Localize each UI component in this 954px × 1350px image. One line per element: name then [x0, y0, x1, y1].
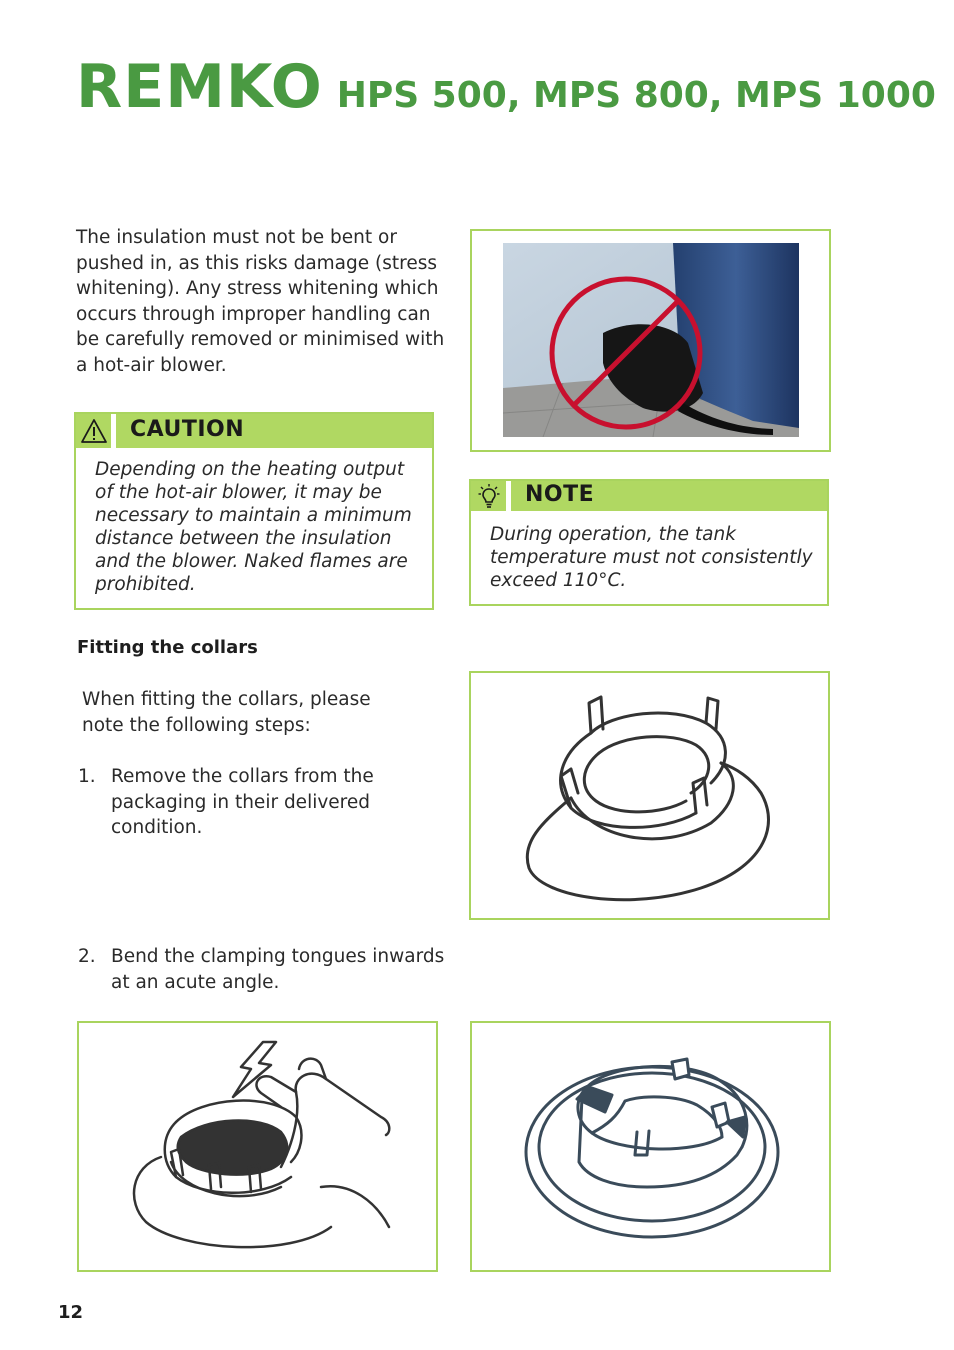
no-stepping-photo-frame: [470, 229, 831, 452]
caution-header: [76, 414, 432, 448]
caution-line: necessary to maintain a minimum: [95, 505, 412, 526]
caution-line: prohibited.: [95, 574, 196, 595]
bent-collar-frame: [470, 1021, 831, 1272]
bent-collar-illustration: [517, 1037, 787, 1257]
intro-paragraph: [76, 225, 446, 379]
intro-line: occurs through improper handling can: [76, 303, 431, 325]
note-line: exceed 110°C.: [490, 570, 627, 591]
caution-line: Depending on the heating output: [95, 459, 405, 480]
lightbulb-icon: [471, 481, 511, 511]
fitting-intro-line: note the following steps:: [82, 714, 311, 736]
caution-line: of the hot-air blower, it may be: [95, 482, 382, 503]
step-line: Remove the collars from the: [111, 766, 374, 787]
model-names: HPS 500, MPS 800, MPS 1000: [336, 75, 936, 116]
fitting-intro-line: When fitting the collars, please: [82, 689, 371, 710]
note-text: [490, 523, 813, 592]
step-line: at an acute angle.: [111, 971, 280, 993]
collar-drawing-frame: [469, 671, 830, 920]
step-line: packaging in their delivered: [111, 791, 370, 813]
caution-line: distance between the insulation: [95, 528, 392, 549]
step-1: [78, 764, 448, 841]
section-heading: Fitting the collars: [77, 637, 258, 658]
note-header: [471, 481, 827, 511]
intro-line: whitening). Any stress whitening which: [76, 278, 439, 300]
caution-box: [74, 412, 434, 610]
collar-illustration: [511, 683, 791, 913]
bend-tongues-frame: [77, 1021, 438, 1272]
step-number: 1.: [78, 766, 96, 787]
no-stepping-photo: [503, 243, 799, 437]
brand-logo: REMKO: [76, 52, 323, 122]
note-line: temperature must not consistently: [490, 547, 813, 568]
step-line: condition.: [111, 817, 203, 839]
bend-tongues-illustration: [121, 1037, 397, 1257]
intro-line: a hot-air blower.: [76, 354, 227, 376]
intro-line: The insulation must not be bent or: [76, 227, 397, 248]
step-2: [78, 944, 458, 995]
caution-title: CAUTION: [130, 417, 245, 442]
intro-line: pushed in, as this risks damage (stress: [76, 252, 437, 274]
page-header: [76, 52, 936, 122]
note-title: NOTE: [525, 482, 595, 507]
caution-text: [95, 458, 412, 596]
intro-line: be carefully removed or minimised with: [76, 329, 445, 351]
warning-triangle-icon: [76, 414, 116, 448]
step-number: 2.: [78, 946, 96, 967]
fitting-intro: [82, 687, 442, 738]
page-number: 12: [58, 1302, 84, 1323]
note-line: During operation, the tank: [490, 524, 736, 545]
caution-line: and the blower. Naked flames are: [95, 551, 408, 572]
step-line: Bend the clamping tongues inwards: [111, 946, 445, 967]
note-box: [469, 479, 829, 606]
